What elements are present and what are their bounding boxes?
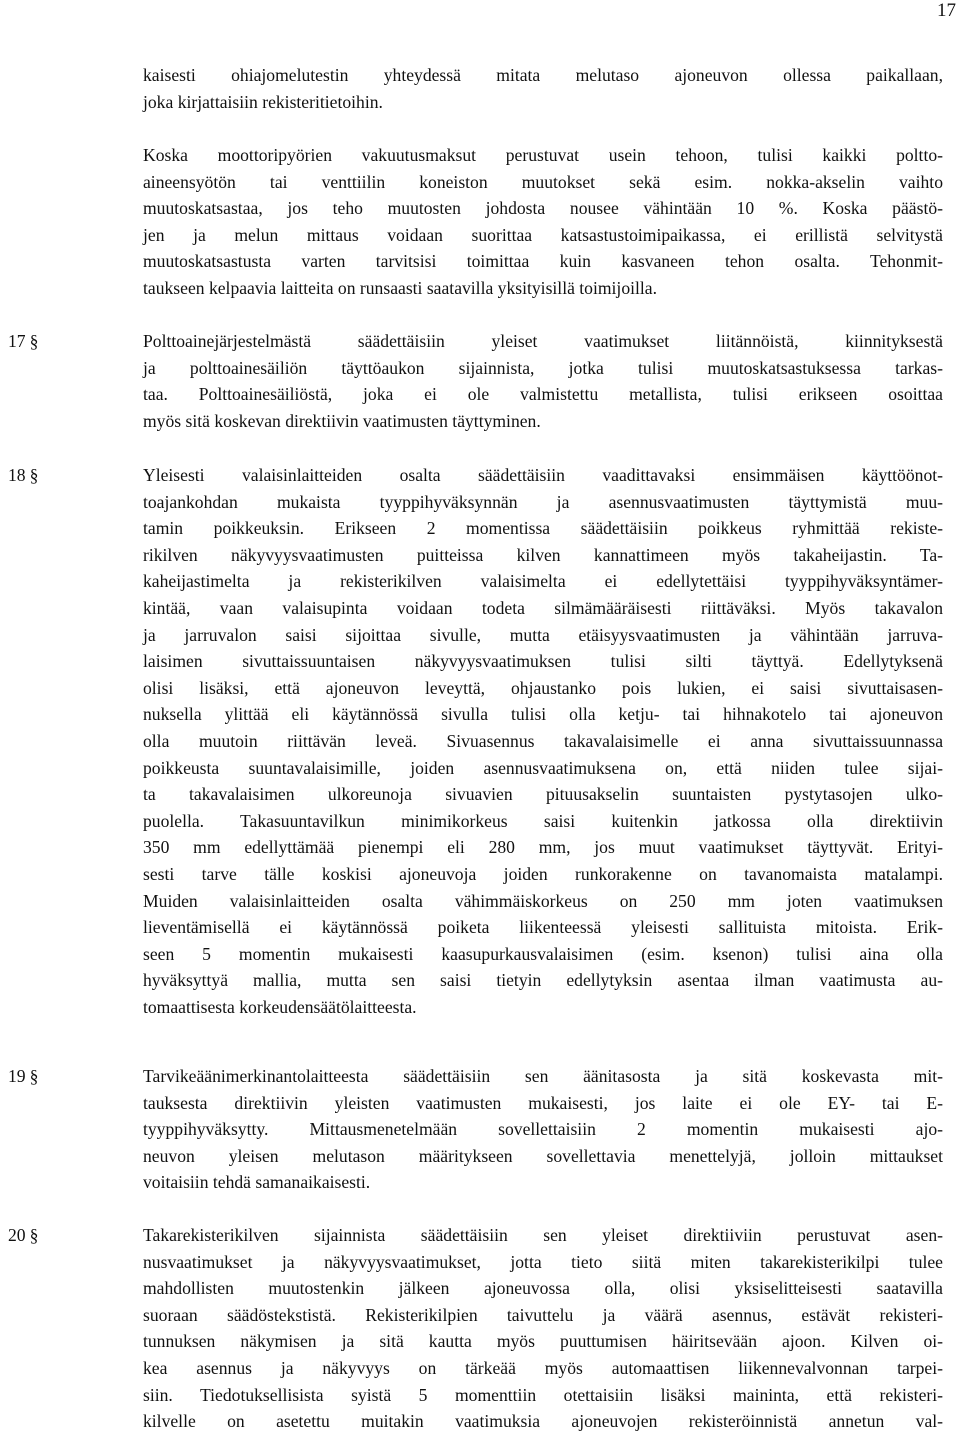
section-text [143,462,943,1020]
text-line: Koska moottoripyörien vakuutusmaksut perustuvat usein tehoon, tulisi kaikki poltto- [143,145,943,165]
text-line: olla muutoin riittävän leveä. Sivuasennus takavalaisimelle ei anna sivuttaissuunnassa [143,730,943,751]
section-symbol: § [29,331,39,351]
text-line: aineensyötön tai venttiilin koneiston muutokset sekä esim. nokka-akselin vaihto [143,171,943,192]
text-line: kaheijastimelta ja rekisterikilven valaisimelta ei edellytettäisi tyyppihyväksyntämer- [143,571,943,592]
text-line: muutoskatsastusta varten tarvitsisi toimittaa kuin kasvaneen tehon osalta. Tehonmit- [143,251,943,272]
body-paragraph [143,62,943,115]
text-line: kea asennus ja näkyvyys on tärkeää myös automaattisen liikennevalvonnan tarpei- [143,1357,943,1378]
section-text [143,1222,943,1435]
text-line: Takarekisterikilven sijainnista säädettäisiin sen yleiset direktiiviin perustuvat asen- [143,1225,943,1245]
section-number-value: 18 [8,465,26,485]
text-line: ja polttoainesäiliön täyttöaukon sijainnista, jotka tulisi muutoskatsastuksessa tarkas- [143,357,943,378]
page-number: 17 [937,0,956,21]
text-line: nusvaatimukset ja näkyvyysvaatimukset, jotta tieto siitä miten takarekisterikilpi tulee [143,1251,943,1272]
text-line: tauksesta direktiivin yleisten vaatimusten mukaisesti, jos laite ei ole EY- tai E- [143,1092,943,1113]
text-line: seen 5 momentin mukaisesti kaasupurkausvalaisimen (esim. ksenon) tulisi aina olla [143,943,943,964]
section-number-value: 20 [8,1225,26,1245]
text-line: jen ja melun mittaus voidaan suorittaa katsastustoimipaikassa, ei erillistä selvitystä [143,224,943,245]
section-number [8,1222,38,1249]
text-line: kaisesti ohiajomelutestin yhteydessä mitata melutaso ajoneuvon ollessa paikallaan, [143,65,943,85]
text-line: tyyppihyväksytty. Mittausmenetelmään sovellettaisiin 2 momentin mukaisesti ajo- [143,1119,943,1140]
section-number [8,462,38,489]
text-line: toajankohdan mukaista tyyppihyväksynnän ja asennusvaatimusten täyttymistä muu- [143,491,943,512]
section-text [143,1063,943,1196]
section-symbol: § [29,1066,39,1086]
text-line: joka kirjattaisiin rekisteritietoihin. [143,91,383,112]
text-line: taa. Polttoainesäiliöstä, joka ei ole valmistettu metallista, tulisi erikseen osoittaa [143,384,943,405]
section-symbol: § [29,465,39,485]
text-line: Muiden valaisinlaitteiden osalta vähimmäiskorkeus on 250 mm joten vaatimuksen [143,890,943,911]
section-number [8,328,38,355]
text-line: poikkeusta suuntavalaisimille, joiden asennusvaatimuksena on, että niiden tulee sijai- [143,757,943,778]
section-number-value: 19 [8,1066,26,1086]
text-line: Tarvikeäänimerkinantolaitteesta säädettäisiin sen äänitasosta ja sitä koskevasta mit- [143,1066,943,1086]
text-line: olisi lisäksi, että ajoneuvon leveyttä, ohjaustanko pois lukien, ei saisi sivuttaisasen- [143,677,943,698]
text-line: rikilven näkyvyysvaatimusten puitteissa kilven kannattimeen myös takaheijastin. Ta- [143,544,943,565]
text-line: nuksella ylittää eli käytännössä sivulla tulisi olla ketju- tai hihnakotelo tai ajoneuvon [143,704,943,725]
text-line: Yleisesti valaisinlaitteiden osalta säädettäisiin vaadittavaksi ensimmäisen käyttöönot- [143,465,943,485]
text-line: suoraan säädöstekstistä. Rekisterikilpien taivuttelu ja väärä asennus, estävät rekisteri- [143,1304,943,1325]
text-line: tamin poikkeuksin. Erikseen 2 momentissa säädettäisiin poikkeus ryhmittää rekiste- [143,518,943,539]
text-line: lieventämisellä ei käytännössä poiketa liikenteessä yleisesti sallituista mitoista. Erik- [143,917,943,938]
text-line: kilvelle on asetettu muitakin vaatimuksia ajoneuvojen rekisteröinnistä annetun val- [143,1411,943,1432]
text-line: voitaisiin tehdä samanaikaisesti. [143,1172,371,1193]
section-symbol: § [29,1225,39,1245]
text-line: neuvon yleisen melutason määritykseen sovellettavia menettelyjä, jolloin mittaukset [143,1145,943,1166]
text-line: laisimen sivuttaissuuntaisen näkyvyysvaatimuksen tulisi silti täyttyä. Edellytyksenä [143,651,943,672]
text-line: taukseen kelpaavia laitteita on runsaasti saatavilla yksityisillä toimijoilla. [143,277,657,298]
text-line: siin. Tiedotuksellisista syistä 5 momenttiin otettaisiin lisäksi maininta, että rekisteri- [143,1384,943,1405]
body-paragraph [143,142,943,302]
text-line: tunnuksen näkymisen ja sitä kautta myös puuttumisen häiritsevään ajoon. Kilven oi- [143,1331,943,1352]
text-line: hyväksyttyä mallia, mutta sen saisi tietyin edellytyksin asentaa ilman vaatimusta au- [143,970,943,991]
text-line: kintää, vaan valaisupinta voidaan todeta silmämääräisesti riittäväksi. Myös takavalon [143,597,943,618]
text-line: tomaattisesta korkeudensäätölaitteesta. [143,996,417,1017]
text-line: 350 mm edellyttämää pienempi eli 280 mm, jos muut vaatimukset täyttyvät. Erityi- [143,837,943,858]
text-line: muutoskatsastaa, jos teho muutosten johdosta nousee vähintään 10 %. Koska päästö- [143,198,943,219]
text-line: ja jarruvalon saisi sijoittaa sivulle, mutta etäisyysvaatimusten ja vähintään jarruva- [143,624,943,645]
section-text [143,328,943,434]
text-line: puolella. Takasuuntavilkun minimikorkeus saisi kuitenkin jatkossa olla direktiivin [143,810,943,831]
text-line: sesti tarve tälle koskisi ajoneuvoja joiden runkorakenne on tavanomaista matalampi. [143,863,943,884]
text-line: ta takavalaisimen ulkoreunoja sivuavien pituusakselin suuntaisten pystytasojen ulko- [143,784,943,805]
text-line: myös sitä koskevan direktiivin vaatimusten täyttyminen. [143,410,541,431]
section-number [8,1063,38,1090]
text-line: mahdollisten muutostenkin jälkeen ajoneuvossa olla, olisi yksiselitteisesti saatavilla [143,1278,943,1299]
text-line: Polttoainejärjestelmästä säädettäisiin yleiset vaatimukset liitännöistä, kiinnityksestä [143,331,943,351]
section-number-value: 17 [8,331,26,351]
